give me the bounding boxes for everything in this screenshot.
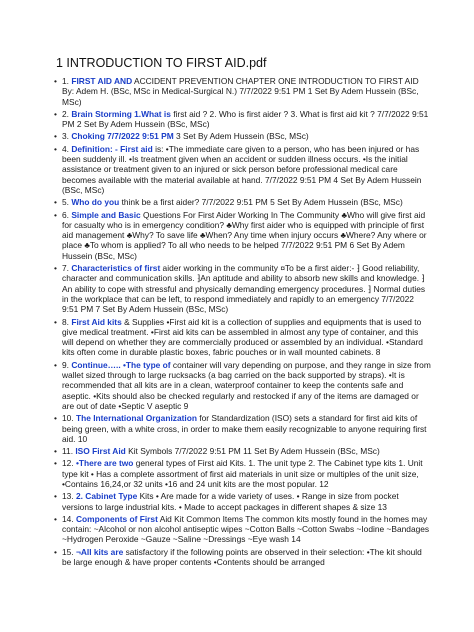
list-item xyxy=(56,109,432,130)
list-item xyxy=(56,446,432,456)
item-text: Kits • Are made for a wide variety of uses. • Range in size from pocket versions to large industrial kits. • Made to accept packages in different shapes & size 13 xyxy=(62,491,399,512)
document-title: 1 INTRODUCTION TO FIRST AID.pdf xyxy=(56,56,267,70)
item-text: Questions For First Aider Working In The Community ♣Who will give first aid for casualty who is in emergency condition? ♣Why first aider who is equipped with principle of first aid management ♣Why? To save life ♣When? Any time when injury occurs ♣Where? Any where or place ♣To whom is applied? To all who needs to be helped 7/7/2022 9:51 PM 6 Set By Adem Hussein (BSc, MSc) xyxy=(62,209,427,261)
item-link[interactable]: Continue….. •The type of xyxy=(71,359,171,370)
item-link[interactable]: Choking 7/7/2022 9:51 PM xyxy=(71,131,174,142)
item-link[interactable]: ¬All kits are xyxy=(75,546,124,557)
list-item xyxy=(56,360,432,411)
list-item xyxy=(56,514,432,545)
item-text: for Standardization (ISO) sets a standard for first aid kits of being green, with a white cross, in order to make them easily recognizable to anyone requiring first aid. 10 xyxy=(62,413,427,444)
item-link[interactable]: 2. Cabinet Type xyxy=(75,491,138,502)
list-item xyxy=(56,263,432,314)
item-number: 4. xyxy=(62,143,69,154)
item-link[interactable]: •There are two xyxy=(75,458,134,469)
item-number: 2. xyxy=(62,108,69,119)
item-number: 9. xyxy=(62,359,69,370)
list-item xyxy=(56,131,432,141)
item-number: 5. xyxy=(62,197,69,208)
item-link[interactable]: ISO First Aid xyxy=(75,446,126,457)
item-link[interactable]: First Aid kits xyxy=(71,316,122,327)
item-number: 12. xyxy=(62,458,74,469)
item-number: 11. xyxy=(62,446,74,457)
item-number: 14. xyxy=(62,513,74,524)
list-item xyxy=(56,413,432,444)
item-number: 13. xyxy=(62,491,74,502)
list-item xyxy=(56,76,432,107)
slide-list xyxy=(56,76,432,567)
item-text: satisfactory if the following points are observed in their selection: •The kit should be large enough & have proper contents •Contents should be arranged xyxy=(62,546,422,568)
item-text: & Supplies •First aid kit is a collection of supplies and equipments that is used to give medical treatment. •First aid kits can be assembled in almost any type of container, and this will depend on whether they are commercially produced or assembled by an individual. •Standard kits often come in durable plastic boxes, fabric pouches or in wall mounted cabinets. 8 xyxy=(62,316,423,358)
item-link[interactable]: FIRST AID AND xyxy=(71,76,133,86)
list-item xyxy=(56,144,432,195)
item-text: Kit Symbols 7/7/2022 9:51 PM 11 Set By Adem Hussein (BSc, MSc) xyxy=(125,446,380,457)
list-item xyxy=(56,547,432,568)
item-number: 10. xyxy=(62,413,74,424)
item-link[interactable]: Brain Storming 1.What is xyxy=(71,108,171,119)
item-text: is: •The immediate care given to a person, who has been injured or has been suddenly ill. •Is treatment given when an accident or sudden illness occurs. •Is the initial assistance or treatment given to an injured or sick person before professional medical care becomes available with the material available at hand. 7/7/2022 9:51 PM 4 Set By Adem Hussein (BSc, MSc) xyxy=(62,143,422,195)
item-number: 6. xyxy=(62,209,69,220)
item-text: aider working in the community ¤To be a first aider:- ⁆ Good reliability, character and communication skills. ⁆An aptitude and ability to absorb new skills and knowledge. ⁆An ability to cope with stressful and physically demanding emergency procedures. ⁆ Normal duties in the workplace that can be left, to respond immediately and rapidly to an emergency 7/7/2022 9:51 PM 7 Set By Adem Hussein (BSc, MSc) xyxy=(62,263,426,315)
item-text: general types of First aid Kits. 1. The unit type 2. The Cabinet type kits 1. Unit type kit • Has a complete assortment of first aid materials in unit size or multiples of the unit size, •Contains 16,24,or 32 units •16 and 24 unit kits are the most popular. 12 xyxy=(62,458,423,489)
item-number: 8. xyxy=(62,316,69,327)
item-number: 7. xyxy=(62,263,69,274)
item-text: think be a first aider? 7/7/2022 9:51 PM 5 Set By Adem Hussein (BSc, MSc) xyxy=(119,197,403,208)
item-text: ACCIDENT PREVENTION CHAPTER ONE INTRODUCTION TO FIRST AID By: Adem H. (BSc, MSc in Medical-Surgical N.) 7/7/2022 9:51 PM 1 Set By Adem Hussein (BSc, MSc) xyxy=(62,76,419,107)
item-link[interactable]: The International Organization xyxy=(75,413,197,424)
item-link[interactable]: Who do you xyxy=(71,197,120,208)
list-item xyxy=(56,210,432,261)
list-item xyxy=(56,491,432,512)
item-text: first aid ? 2. Who is first aider ? 3. What is first aid kit ? 7/7/2022 9:51 PM 2 Set By Adem Hussein (BSc, MSc) xyxy=(62,108,429,130)
list-item xyxy=(56,317,432,358)
item-number: 1. xyxy=(62,76,69,86)
list-item xyxy=(56,197,432,207)
item-text: 3 Set By Adem Hussein (BSc, MSc) xyxy=(173,131,309,142)
item-link[interactable]: Components of First xyxy=(75,513,158,524)
item-link[interactable]: Characteristics of first xyxy=(71,263,161,274)
item-number: 3. xyxy=(62,131,69,142)
item-text: container will vary depending on purpose, and they range in size from wallet sized through to large rucksacks (a bag carried on the back supported by straps). •It is recommended that all kits are in a clean, waterproof container to keep the contents safe and aseptic. •Kits should also be checked regularly and restocked if any of the items are damaged or are out of date •Septic V aseptic 9 xyxy=(62,359,431,411)
item-text: Aid Kit Common Items The common kits mostly found in the homes may contain: ~Alcohol or non alcohol antiseptic wipes ~Cotton Balls ~Cotton Swabs ~Iodine ~Bandages ~Hydrogen Peroxide ~Gauze ~Saline ~Dressings ~Eye wash 14 xyxy=(62,513,430,545)
item-link[interactable]: Definition: - First aid xyxy=(71,143,153,154)
item-number: 15. xyxy=(62,546,74,557)
list-item xyxy=(56,458,432,489)
item-link[interactable]: Simple and Basic xyxy=(71,209,141,220)
